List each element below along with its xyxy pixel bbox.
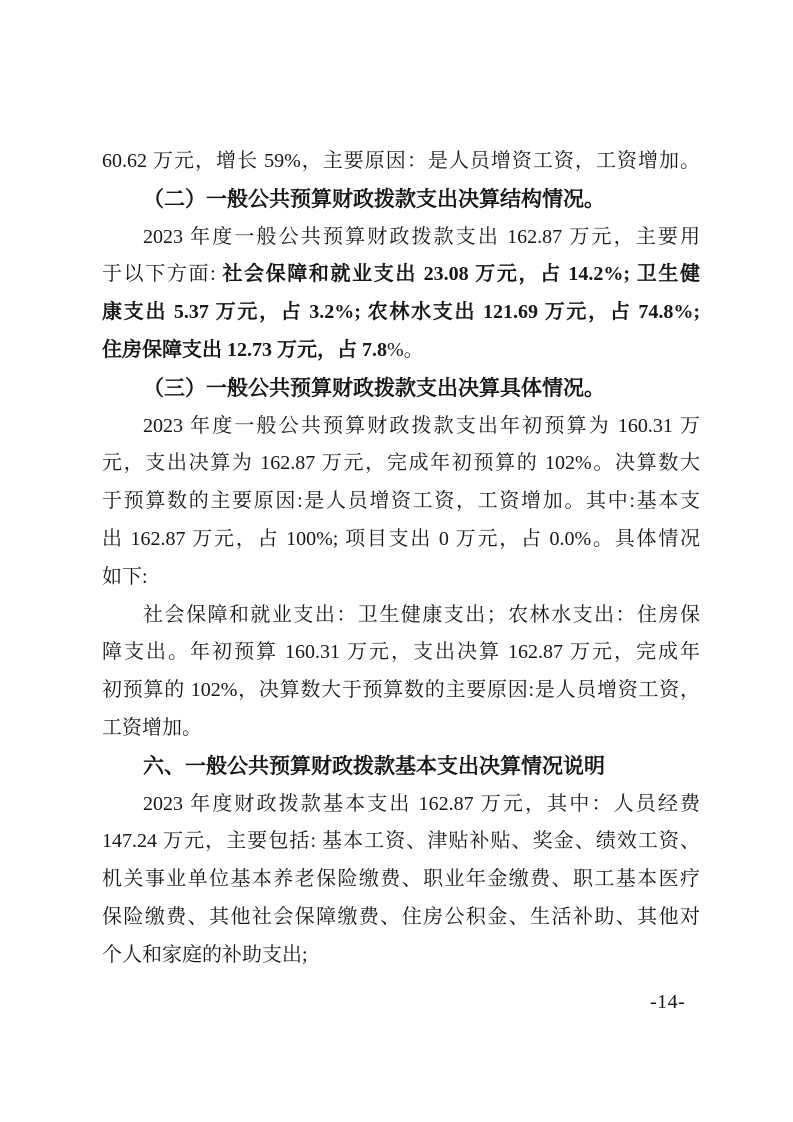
text-line: [102, 445, 700, 483]
text-run: 初预算的 102%，决算数大于预算数的主要原因:是人员增资工资，: [102, 679, 700, 702]
section-heading: [102, 370, 700, 408]
bold-text-run: （三）一般公共预算财政拨款支出决算具体情况。: [143, 376, 605, 400]
text-line: [102, 634, 700, 672]
text-run: 保险缴费、其他社会保障缴费、住房公积金、生活补助、其他对: [102, 905, 700, 928]
text-run: 如下:: [102, 565, 148, 588]
text-run: 工资增加。: [102, 716, 202, 739]
text-run: 社会保障和就业支出：卫生健康支出；农林水支出：住房保: [143, 603, 700, 626]
text-line: [102, 294, 700, 332]
text-run: 2023 年度一般公共预算财政拨款支出 162.87 万元，主要用: [143, 225, 700, 248]
text-line: [102, 483, 700, 521]
text-line: [102, 256, 700, 294]
text-line: [102, 861, 700, 899]
page-number: -14-: [650, 991, 686, 1013]
text-line: [102, 332, 700, 370]
text-run: 2023 年度一般公共预算财政拨款支出年初预算为 160.31 万: [143, 414, 700, 437]
text-line: [102, 597, 700, 635]
text-line: [102, 786, 700, 824]
text-run: 60.62 万元，增长 59%，主要原因：是人员增资工资，工资增加。: [102, 150, 700, 172]
text-run: 个人和家庭的补助支出;: [102, 943, 308, 966]
text-line: [102, 672, 700, 710]
text-line: [102, 710, 700, 748]
text-line: [102, 521, 700, 559]
bold-text-run: 六、一般公共预算财政拨款基本支出决算情况说明: [143, 754, 605, 778]
text-run: 2023 年度财政拨款基本支出 162.87 万元，其中：人员经费: [143, 792, 700, 815]
text-run: 出 162.87 万元，占 100%; 项目支出 0 万元，占 0.0%。具体情况: [102, 527, 700, 550]
bold-text-run: 康支出 5.37 万元，占 3.2%; 农林水支出 121.69 万元，占 74.8%;: [102, 301, 700, 324]
section-heading: [102, 748, 700, 786]
text-line: [102, 408, 700, 446]
bold-text-run: （二）一般公共预算财政拨款支出决算结构情况。: [143, 187, 605, 211]
section-heading: [102, 181, 700, 219]
text-line: [102, 899, 700, 937]
text-line: [102, 937, 700, 975]
text-line: [102, 143, 700, 181]
page-content: [102, 143, 700, 975]
text-run: 于预算数的主要原因:是人员增资工资，工资增加。其中:基本支: [102, 490, 700, 513]
text-line: [102, 219, 700, 257]
text-line: [102, 559, 700, 597]
text-run: 147.24 万元，主要包括: 基本工资、津贴补贴、奖金、绩效工资、: [102, 830, 700, 853]
bold-text-run: 社会保障和就业支出 23.08 万元，占 14.2%; 卫生健: [222, 263, 700, 286]
text-line: [102, 823, 700, 861]
text-run: 机关事业单位基本养老保险缴费、职业年金缴费、职工基本医疗: [102, 868, 700, 891]
bold-text-run: 住房保障支出 12.73 万元，占 7.8: [102, 338, 387, 361]
text-run: 元，支出决算为 162.87 万元，完成年初预算的 102%。决算数大: [102, 452, 700, 475]
text-run: 障支出。年初预算 160.31 万元，支出决算 162.87 万元，完成年: [102, 641, 700, 664]
text-run: %。: [387, 338, 424, 361]
text-run: 于以下方面:: [102, 263, 223, 286]
